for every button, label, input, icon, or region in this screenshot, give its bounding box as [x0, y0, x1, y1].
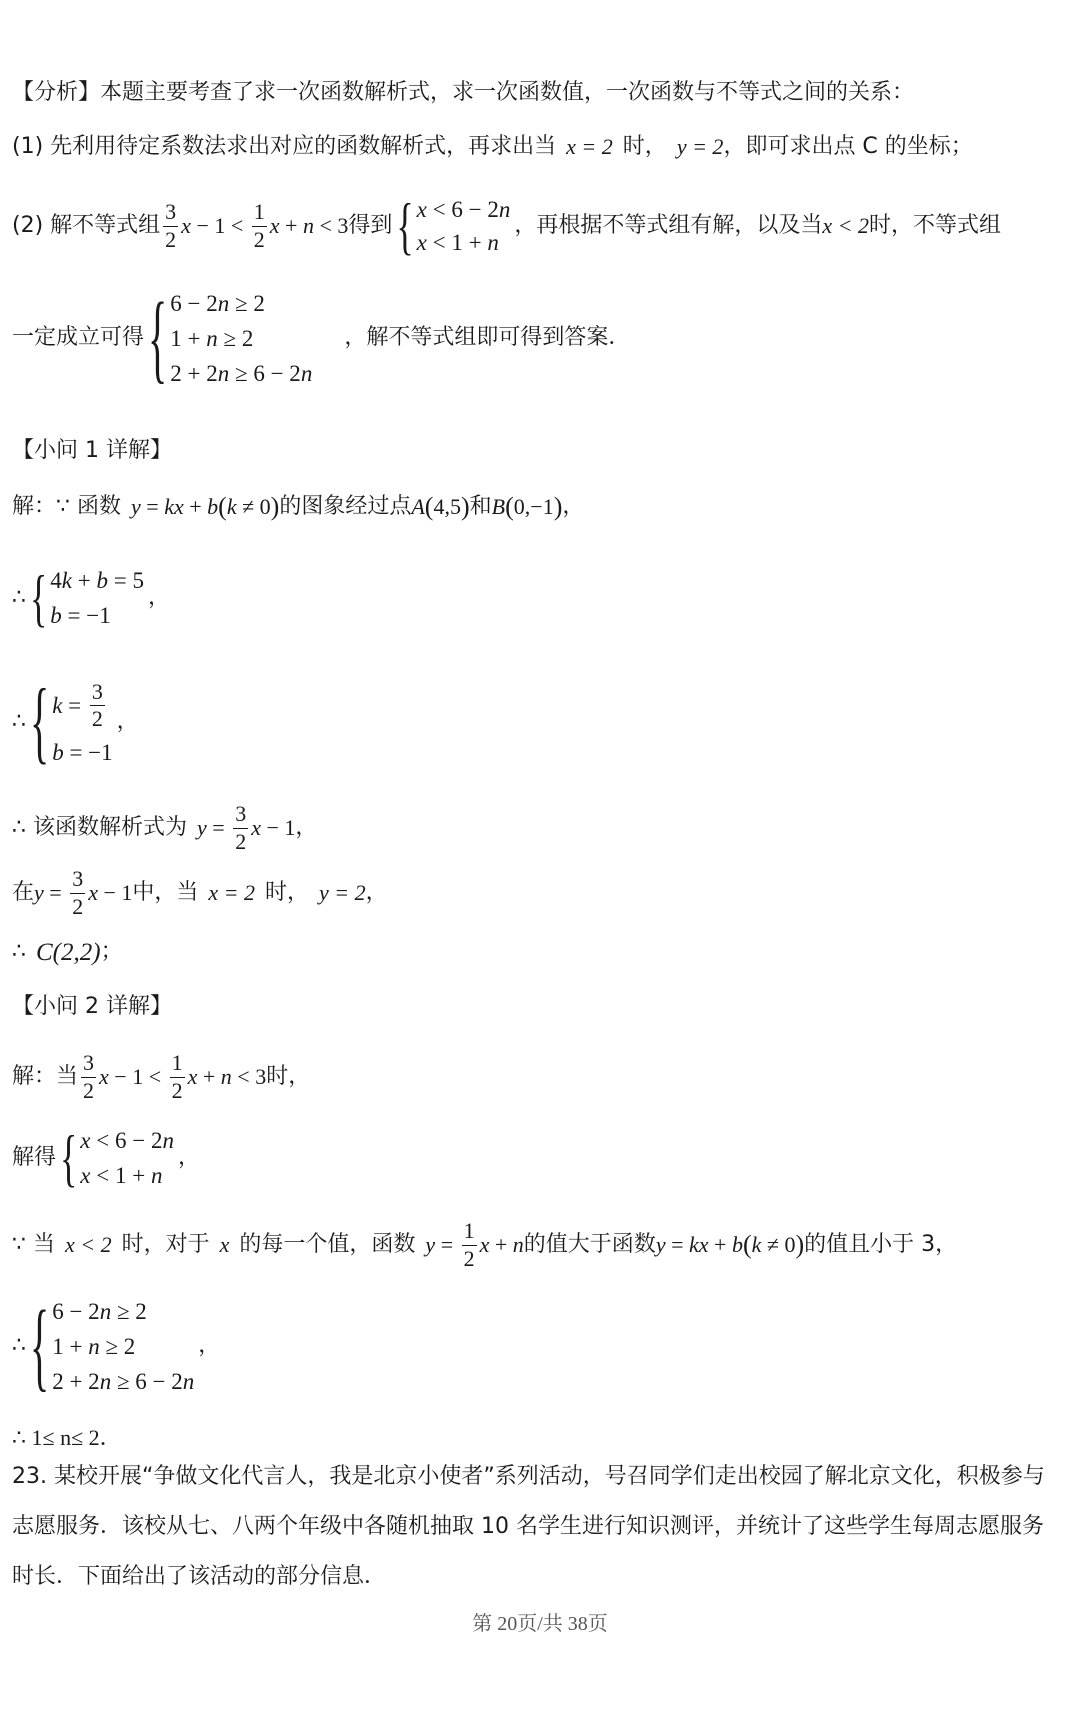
- q1-system-1: ∴ { 4 k + b = 5 b = −1 ，: [12, 563, 170, 633]
- q1-given: 解：∵ 函数 y = kx + b ( k ≠ 0 ) 的图象经过点 A ( 4,5 ) 和 B ( 0,−1 ) ，: [12, 492, 585, 521]
- q2-system: ∴ { 6 − 2 n ≥ 2 1 + n ≥ 2 2 + 2 n ≥ 6 − 2 n ，: [12, 1288, 221, 1401]
- analysis-text: 本题主要考查了求一次函数解析式，求一次函数值，一次函数与不等式之间的关系：: [100, 80, 915, 105]
- inequality-system: { x < 6 − 2 n x < 1 + n: [396, 191, 511, 261]
- q1-point-c: ∴ C(2,2) ；: [12, 938, 123, 966]
- q2-when: 解：当 $\frac{3}{2}$ x − 1 < $\frac{1}{2}$ x + n < 3 时，: [12, 1050, 311, 1103]
- q2-heading: 【小问 2 详解】: [12, 994, 172, 1019]
- analysis-heading-line: [12, 82, 1068, 104]
- q2-solved: 解得 { x < 6 − 2 n x < 1 + n ，: [12, 1123, 200, 1193]
- q2-result: ∴ 1≤ n≤ 2．: [12, 1425, 122, 1450]
- q1-analytic: ∴ 该函数解析式为 y = $\frac{3}{2}$ x − 1 ，: [12, 801, 318, 854]
- page-footer: 第 20页/共 38页: [472, 1613, 608, 1635]
- analysis-step1: (1) 先利用待定系数法求出对应的函数解析式，再求出当 x = 2 时， y = 2 ，即可求出点 C 的坐标；: [12, 134, 973, 159]
- q23-line3: 时长．下面给出了该活动的部分信息．: [12, 1564, 387, 1589]
- q23-line1: 23. 某校开展“争做文化代言人，我是北京小使者”系列活动，号召同学们走出校园了解北京文化，积极参与: [12, 1464, 1045, 1489]
- q2-because: ∵ 当 x < 2 时，对于 x 的每一个值，函数 y = $\frac{1}{2}$ x + n 的值大于函数 y = kx + b ( k ≠ 0 ) 的值且小于 3，: [12, 1218, 958, 1271]
- q1-evaluate: 在 y = $\frac{3}{2}$ x − 1 中，当 x = 2 时， y = 2 ，: [12, 866, 388, 919]
- math-x-eq-2: x = 2: [566, 134, 613, 159]
- analysis-step2: (2) 解不等式组 $\frac{3}{2}$ x − 1 < $\frac{1}{2}$ x + n < 3 得到 { x < 6 − 2 n x < 1 + n ，再根据不等式组有解，以及当 x < 2 时，不等式组: [12, 191, 1001, 261]
- q1-system-2: ∴ { k = $\frac{3}{2}$ b = −1 ，: [12, 669, 139, 773]
- q23-line2: 志愿服务．该校从七、八两个年级中各随机抽取 10 名学生进行知识测评，并统计了这些学生每周志愿服务: [12, 1514, 1044, 1539]
- fraction-1-2: $\frac{1}{2}$: [253, 199, 265, 252]
- math-y-eq-2: y = 2: [676, 134, 724, 159]
- fraction-3-2: $\frac{3}{2}$: [165, 199, 177, 252]
- math-x-lt-2: x < 2: [822, 213, 869, 238]
- analysis-step2-cont: 一定成立可得 { 6 − 2 n ≥ 2 1 + n ≥ 2 2 + 2 n ≥ 6 − 2 n ，解不等式组即可得到答案．: [12, 280, 631, 393]
- analysis-label: 【分析】: [12, 80, 101, 105]
- q1-heading: 【小问 1 详解】: [12, 438, 172, 463]
- condition-system: { 6 − 2 n ≥ 2 1 + n ≥ 2 2 + 2 n ≥ 6 − 2 n: [148, 280, 313, 393]
